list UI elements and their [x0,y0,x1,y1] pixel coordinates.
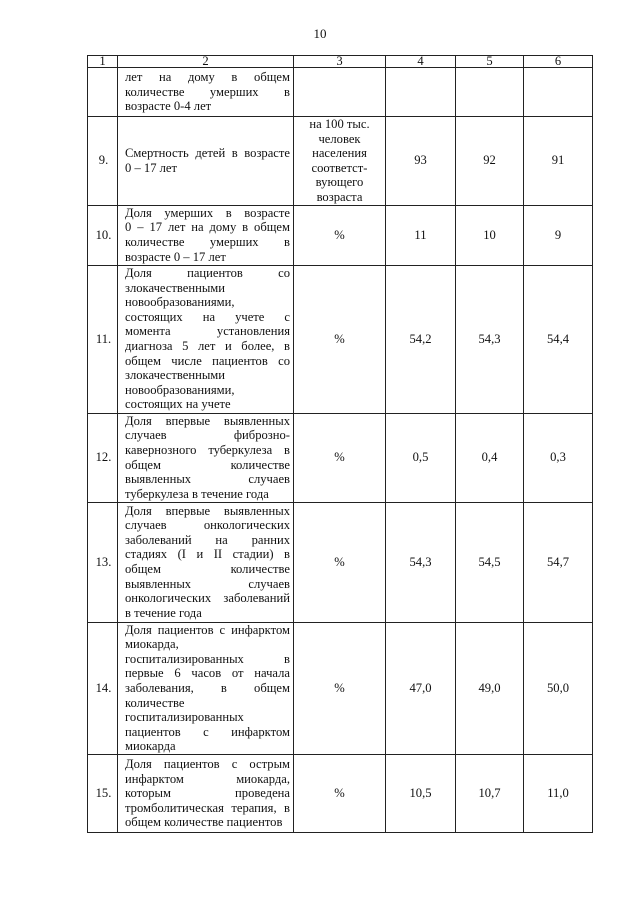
table-row [88,413,593,502]
unit-line: % [334,786,345,801]
unit-cell [294,265,386,413]
indicator-name-line: лет на дому в общем [125,70,290,85]
indicator-name-line: первые 6 часов от начала [125,666,290,681]
indicator-name-line: Доля пациентов с инфарктом [125,622,290,637]
column-header: 6 [524,56,593,68]
row-number-cell: 14. [88,622,118,754]
column-number-row [88,56,593,68]
unit-line: % [334,331,345,346]
value-cell-v4 [386,68,456,117]
value-cell-v5: 92 [456,117,524,206]
value-cell-v6: 91 [524,117,593,206]
value-cell-v6: 0,3 [524,413,593,502]
value-cell-v6: 11,0 [524,754,593,832]
table-row [88,502,593,622]
indicator-name-line: инфарктом миокарда, [125,771,290,786]
unit-line: соответст- [311,160,368,175]
value-cell-v6: 9 [524,205,593,265]
indicator-name-line: выявленных случаев [125,472,290,487]
indicator-name-line: общем количестве пациентов [125,815,283,830]
table-row [88,117,593,206]
indicator-name-line: Доля впервые выявленных [125,413,290,428]
indicator-name-line: пациентов с инфарктом [125,724,290,739]
unit-line: человек [318,131,361,146]
indicator-name-line: туберкулеза в течение года [125,486,269,501]
indicator-name-line: злокачественными [125,368,226,383]
indicator-name-line: общем количестве [125,562,290,577]
indicator-name-line: диагноза 5 лет и более, в [125,339,290,354]
indicators-table [87,55,593,833]
unit-line: % [334,554,345,569]
unit-cell [294,117,386,206]
indicator-name-line: количестве умерших в [125,235,290,250]
indicator-name-line: кавернозного туберкулеза в [125,442,290,457]
value-cell-v4: 0,5 [386,413,456,502]
row-number-cell: 9. [88,117,118,206]
unit-cell [294,205,386,265]
indicator-name-line: 0 – 17 лет на дому в общем [125,220,290,235]
row-number-cell: 15. [88,754,118,832]
indicator-name-line: онкологических заболеваний [125,591,290,606]
value-cell-v6: 54,7 [524,502,593,622]
indicator-name-line: 0 – 17 лет [125,160,178,175]
row-number-cell: 10. [88,205,118,265]
indicator-name-line: возрасте 0-4 лет [125,99,212,114]
unit-cell [294,68,386,117]
indicator-name-line: стадиях (I и II стадии) в [125,547,290,562]
table-row [88,754,593,832]
indicator-name-line: общем числе пациентов со [125,353,290,368]
indicator-name-line: новообразованиями, [125,382,235,397]
value-cell-v5 [456,68,524,117]
indicator-name-cell [118,68,294,117]
indicator-name-line: Доля пациентов со [125,266,290,281]
indicator-name-cell [118,754,294,832]
indicator-name-line: Доля умерших в возрасте [125,205,290,220]
indicator-name-cell [118,265,294,413]
indicator-name-line: Смертность детей в возрасте [125,146,290,161]
column-header: 2 [118,56,294,68]
unit-cell [294,502,386,622]
indicator-name-line: состоящих на учете [125,397,231,412]
row-number-cell: 12. [88,413,118,502]
value-cell-v4: 93 [386,117,456,206]
indicator-name-line: тромболитическая терапия, в [125,800,290,815]
value-cell-v4: 11 [386,205,456,265]
value-cell-v6: 50,0 [524,622,593,754]
value-cell-v6 [524,68,593,117]
unit-line: % [334,680,345,695]
indicator-name-line: возрасте 0 – 17 лет [125,249,226,264]
unit-line: населения [312,146,367,161]
indicator-name-line: Доля впервые выявленных [125,503,290,518]
column-header: 3 [294,56,386,68]
indicator-name-line: выявленных случаев [125,576,290,591]
value-cell-v5: 54,3 [456,265,524,413]
unit-cell [294,622,386,754]
indicator-name-line: которым проведена [125,786,290,801]
value-cell-v5: 49,0 [456,622,524,754]
indicator-name-cell [118,502,294,622]
indicator-name-line: количестве [125,695,185,710]
row-number-cell: 11. [88,265,118,413]
row-number-cell: 13. [88,502,118,622]
indicator-name-cell [118,622,294,754]
indicator-name-line: новообразованиями, [125,295,235,310]
value-cell-v4: 47,0 [386,622,456,754]
value-cell-v4: 54,2 [386,265,456,413]
indicator-name-line: миокарда [125,739,176,754]
unit-line: % [334,450,345,465]
table-row [88,68,593,117]
page-number: 10 [313,26,327,41]
indicator-name-line: случаев онкологических [125,518,290,533]
column-header: 1 [88,56,118,68]
table-row [88,622,593,754]
unit-line: вующего [315,175,364,190]
table-row [88,205,593,265]
indicator-name-cell [118,117,294,206]
indicator-name-line: общем количестве [125,457,290,472]
indicator-name-line: миокарда, [125,637,179,652]
indicator-name-line: Доля пациентов с острым [125,756,290,771]
indicator-name-line: в течение года [125,605,202,620]
row-number-cell [88,68,118,117]
column-header: 5 [456,56,524,68]
column-header: 4 [386,56,456,68]
value-cell-v4: 10,5 [386,754,456,832]
value-cell-v5: 0,4 [456,413,524,502]
unit-cell [294,413,386,502]
indicator-name-line: заболеваний на ранних [125,532,290,547]
indicator-name-line: случаев фиброзно- [125,428,290,443]
indicator-name-line: состоящих на учете с [125,309,290,324]
indicator-name-line: госпитализированных [125,710,244,725]
indicator-name-line: количестве умерших в [125,84,290,99]
value-cell-v6: 54,4 [524,265,593,413]
unit-line: возраста [316,189,363,204]
indicator-name-cell [118,413,294,502]
value-cell-v5: 10 [456,205,524,265]
value-cell-v5: 54,5 [456,502,524,622]
indicator-name-line: госпитализированных в [125,651,290,666]
value-cell-v5: 10,7 [456,754,524,832]
unit-cell [294,754,386,832]
value-cell-v4: 54,3 [386,502,456,622]
indicator-name-line: злокачественными [125,280,226,295]
indicator-name-line: заболевания, в общем [125,680,290,695]
unit-line: % [334,227,345,242]
indicator-name-line: момента установления [125,324,290,339]
unit-line: на 100 тыс. [309,117,370,131]
indicator-name-cell [118,205,294,265]
table-row [88,265,593,413]
